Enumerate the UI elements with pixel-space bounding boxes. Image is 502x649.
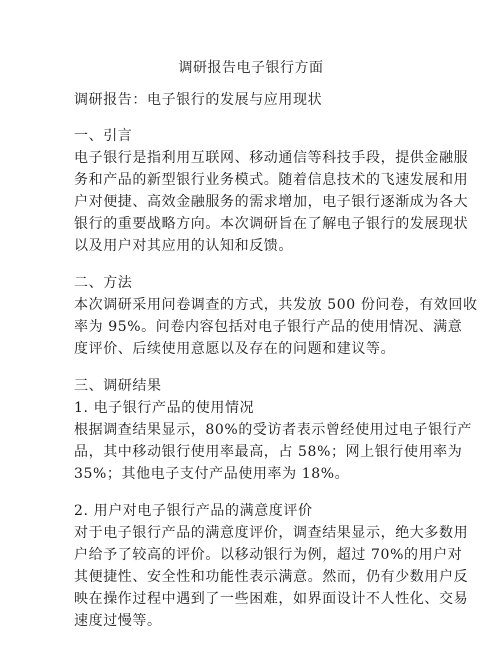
paragraph-line: 根据调查结果显示，80%的受访者表示曾经使用过电子银行产 <box>74 422 472 438</box>
paragraph-line: 度评价、后续使用意愿以及存在的问题和建议等。 <box>74 341 396 357</box>
report-title: 调研报告：电子银行的发展与应用现状 <box>74 92 323 108</box>
section-body-method <box>74 294 478 360</box>
paragraph-line: 电子银行是指利用互联网、移动通信等科技手段，提供金融服 <box>74 150 469 166</box>
section-body-intro <box>74 147 469 257</box>
paragraph-line: 其便捷性、安全性和功能性表示满意。然而，仍有少数用户反 <box>74 569 469 585</box>
section-heading-results: 三、调研结果 <box>74 378 162 394</box>
paragraph-line: 速度过慢等。 <box>74 613 162 629</box>
paragraph-line: 以及用户对其应用的认知和反馈。 <box>74 238 293 254</box>
paragraph-line: 户对便捷、高效金融服务的需求增加，电子银行逐渐成为各大 <box>74 194 469 210</box>
paragraph-line: 户给予了较高的评价。以移动银行为例，超过 70%的用户对 <box>74 547 463 563</box>
document-title: 调研报告电子银行方面 <box>178 60 324 76</box>
paragraph-line: 率为 95%。问卷内容包括对电子银行产品的使用情况、满意 <box>74 319 463 335</box>
paragraph-line: 银行的重要战略方向。本次调研旨在了解电子银行的发展现状 <box>74 216 469 232</box>
paragraph-line: 对于电子银行产品的满意度评价，调查结果显示，绝大多数用 <box>74 525 469 541</box>
paragraph-line: 35%；其他电子支付产品使用率为 18%。 <box>74 466 350 482</box>
subsection-body-usage <box>74 419 472 485</box>
section-heading-intro: 一、引言 <box>74 128 133 144</box>
subsection-body-satisfaction <box>74 522 469 632</box>
paragraph-line: 本次调研采用问卷调查的方式，共发放 500 份问卷，有效回收 <box>74 297 478 313</box>
section-heading-method: 二、方法 <box>74 275 133 291</box>
paragraph-line: 务和产品的新型银行业务模式。随着信息技术的飞速发展和用 <box>74 172 469 188</box>
subsection-title-usage: 1. 电子银行产品的使用情况 <box>74 400 255 416</box>
paragraph-line: 映在操作过程中遇到了一些困难，如界面设计不人性化、交易 <box>74 591 469 607</box>
paragraph-line: 品，其中移动银行使用率最高，占 58%；网上银行使用率为 <box>74 444 463 460</box>
subsection-title-satisfaction: 2. 用户对电子银行产品的满意度评价 <box>74 503 313 519</box>
